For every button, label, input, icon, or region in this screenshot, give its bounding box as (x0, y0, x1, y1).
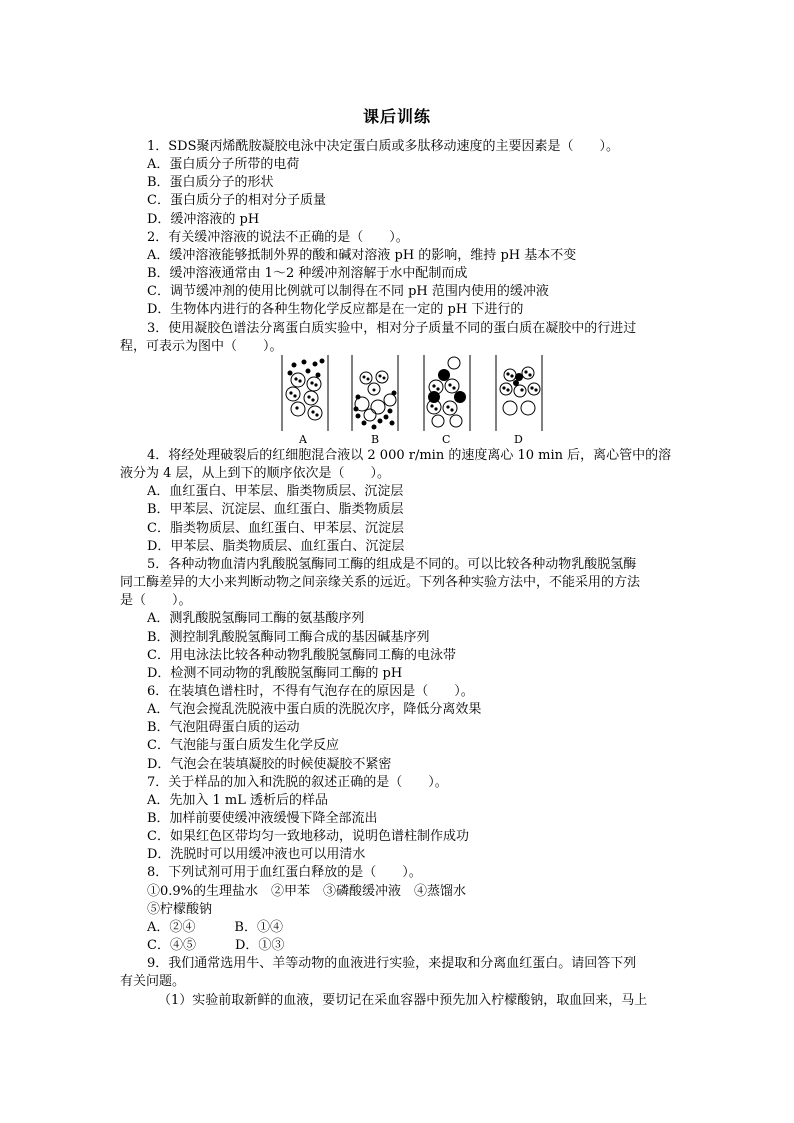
question-stem: 6．在装填色谱柱时，不得有气泡存在的原因是（ ）。 (147, 683, 474, 699)
text-line: 同工酶差异的大小来判断动物之间亲缘关系的远近。下列各种实验方法中，不能采用的方法 (120, 575, 641, 591)
answer-option: A．蛋白质分子所带的电荷 (147, 157, 300, 173)
column-b (352, 355, 398, 431)
answer-option: B．蛋白质分子的形状 (147, 175, 274, 191)
figure-label-a: A (299, 433, 307, 446)
answer-option: D．生物体内进行的各种生物化学反应都是在一定的 pH 下进行的 (147, 302, 524, 318)
answer-option: A．测乳酸脱氢酶同工酶的氨基酸序列 (147, 611, 365, 627)
answer-option: D．缓冲溶液的 pH (147, 211, 260, 227)
answer-option: B．加样前要使缓冲液缓慢下降全部流出 (147, 811, 378, 826)
answer-option: C．④⑤ D．①③ (147, 938, 285, 954)
question-stem: 7．关于样品的加入和洗脱的叙述正确的是（ ）。 (147, 774, 448, 790)
answer-option: A．先加入 1 mL 透析后的样品 (147, 792, 329, 808)
page-title: 课后训练 (362, 107, 431, 126)
question-stem: 1．SDS聚丙烯酰胺凝胶电泳中决定蛋白质或多肽移动速度的主要因素是（ ）。 (147, 139, 620, 154)
answer-option: D．气泡会在装填凝胶的时候使凝胶不紧密 (147, 756, 392, 772)
text-line: 是（ ）。 (120, 593, 192, 609)
column-c (424, 355, 470, 431)
column-a (282, 355, 328, 431)
answer-option: ①0.9%的生理盐水 ②甲苯 ③磷酸缓冲液 ④蒸馏水 (147, 883, 467, 899)
answer-option: C．用电泳法比较各种动物乳酸脱氢酶同工酶的电泳带 (147, 647, 456, 663)
question-stem: 5．各种动物血清内乳酸脱氢酶同工酶的组成是不同的。可以比较各种动物乳酸脱氢酶 (147, 556, 637, 572)
answer-option: A．②④ B．①④ (147, 919, 283, 935)
question-stem: 4．将经处理破裂后的红细胞混合液以 2 000 r/min 的速度离心 10 min 后，离心管中的溶 (147, 448, 672, 463)
answer-option: C．蛋白质分子的相对分子质量 (147, 193, 326, 209)
figure-columns (278, 353, 546, 433)
answer-option: C．气泡能与蛋白质发生化学反应 (147, 738, 339, 754)
answer-option: B．测控制乳酸脱氢酶同工酶合成的基因碱基序列 (147, 629, 430, 645)
answer-option: C．如果红色区带均匀一致地移动，说明色谱柱制作成功 (147, 829, 469, 845)
question-stem: 2．有关缓冲溶液的说法不正确的是（ ）。 (147, 229, 409, 245)
figure-label-b: B (371, 433, 380, 446)
gel-chromatography-figure (278, 353, 546, 449)
text-line: 程，可表示为图中（ ）。 (120, 338, 283, 354)
answer-option: B．甲苯层、沉淀层、血红蛋白、脂类物质层 (147, 502, 404, 518)
answer-option: C．脂类物质层、血红蛋白、甲苯层、沉淀层 (147, 520, 404, 536)
answer-option: ⑤柠檬酸钠 (147, 901, 213, 917)
answer-option: A．血红蛋白、甲苯层、脂类物质层、沉淀层 (147, 484, 404, 500)
question-stem: 3．使用凝胶色谱法分离蛋白质实验中，相对分子质量不同的蛋白质在凝胶中的行进过 (147, 320, 637, 336)
text-line: （1）实验前取新鲜的血液，要切记在采血容器中预先加入柠檬酸钠，取血回来，马上 (158, 992, 648, 1008)
figure-label-d: D (514, 433, 523, 446)
figure-label-c: C (442, 433, 451, 446)
answer-option: A．缓冲溶液能够抵制外界的酸和碱对溶液 pH 的影响，维持 pH 基本不变 (147, 247, 577, 263)
answer-option: C．调节缓冲剂的使用比例就可以制得在不同 pH 范围内使用的缓冲液 (147, 284, 549, 300)
answer-option: A．气泡会搅乱洗脱液中蛋白质的洗脱次序，降低分离效果 (147, 702, 482, 718)
answer-option: B．缓冲溶液通常由 1～2 种缓冲剂溶解于水中配制而成 (147, 266, 468, 282)
answer-option: D．洗脱时可以用缓冲液也可以用清水 (147, 847, 366, 863)
question-stem: 8．下列试剂可用于血红蛋白释放的是（ ）。 (147, 865, 422, 881)
answer-option: D．甲苯层、脂类物质层、血红蛋白、沉淀层 (147, 538, 405, 554)
column-d (496, 355, 542, 431)
text-line: 有关问题。 (120, 974, 186, 990)
text-line: 液分为 4 层，从上到下的顺序依次是（ ）。 (120, 466, 391, 482)
question-stem: 9．我们通常选用牛、羊等动物的血液进行实验，来提取和分离血红蛋白。请回答下列 (147, 956, 637, 972)
answer-option: B．气泡阻碍蛋白质的运动 (147, 720, 300, 736)
answer-option: D．检测不同动物的乳酸脱氢酶同工酶的 pH (147, 665, 403, 681)
